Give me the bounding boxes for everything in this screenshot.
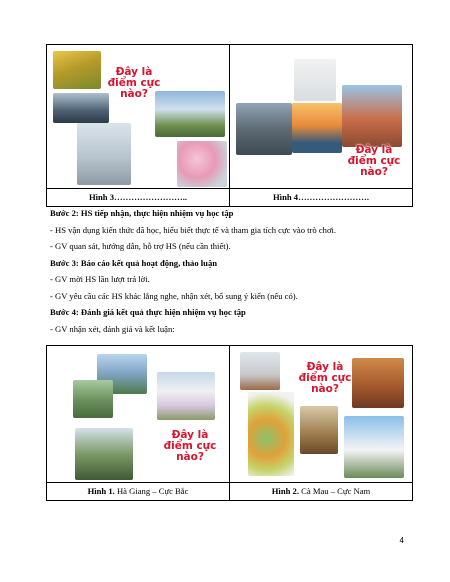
question-label: Đây là điểm cực nào? — [298, 361, 352, 395]
step-3-heading: Bước 3: Báo cáo kết quả hoạt động, thảo luận — [50, 257, 218, 268]
sunset-photo — [292, 103, 342, 153]
top-image-table — [46, 44, 413, 207]
step-4-item: - GV nhận xét, đánh giá và kết luận: — [50, 323, 175, 334]
figure-2-cell — [230, 346, 413, 483]
figure-2-caption: Hình 2. Cà Mau – Cực Nam — [230, 483, 413, 501]
figure-4-cell — [230, 45, 413, 189]
question-label: Đây là điểm cực nào? — [347, 144, 401, 178]
hiker-photo — [155, 91, 225, 137]
figure-1-cell — [47, 346, 230, 483]
coast-photo — [294, 59, 336, 101]
terrace-photo — [53, 51, 101, 89]
figure-3-caption: Hình 3…………………….. — [47, 189, 230, 207]
bottom-image-table — [46, 345, 413, 501]
flag-tower-photo — [77, 123, 131, 185]
lighthouse-photo — [240, 352, 280, 390]
figure-3-cell — [47, 45, 230, 189]
cliff-photo — [342, 85, 402, 147]
step-4-heading: Bước 4: Đánh giá kết quả thực hiện nhiệm vụ học tập — [50, 307, 246, 317]
valley-photo — [73, 380, 113, 418]
figure-4-caption: Hình 4……………………. — [230, 189, 413, 207]
question-label: Đây là điểm cực nào? — [163, 429, 217, 463]
step-2-heading: Bước 2: HS tiếp nhận, thực hiện nhiệm vụ học tập — [50, 208, 234, 218]
province-map — [248, 392, 294, 476]
flower-field-photo — [157, 372, 215, 420]
lesson-steps — [50, 208, 420, 340]
monument-photo — [344, 416, 404, 478]
question-label: Đây là điểm cực nào? — [107, 66, 161, 100]
step-3-item: - GV yêu cầu các HS khác lắng nghe, nhận xét, bổ sung ý kiến (nếu có). — [50, 290, 298, 301]
blossom-photo — [177, 141, 227, 187]
mountain-pass-photo — [75, 428, 133, 480]
mountain-photo — [53, 93, 109, 123]
step-3-item: - GV mời HS lần lượt trả lời. — [50, 274, 150, 284]
figure-1-caption: Hình 1. Hà Giang – Cực Bắc — [47, 483, 230, 501]
rock-coast-photo — [236, 103, 292, 155]
step-2-item: - GV quan sát, hướng dẫn, hỗ trợ HS (nếu cần thiết). — [50, 241, 231, 251]
step-2-item: - HS vận dụng kiến thức đã học, hiểu biết thực tế và tham gia tích cực vào trò chơi. — [50, 224, 337, 235]
page-number: 4 — [399, 536, 404, 545]
sign-photo — [300, 406, 338, 454]
seafood-photo — [352, 358, 404, 408]
